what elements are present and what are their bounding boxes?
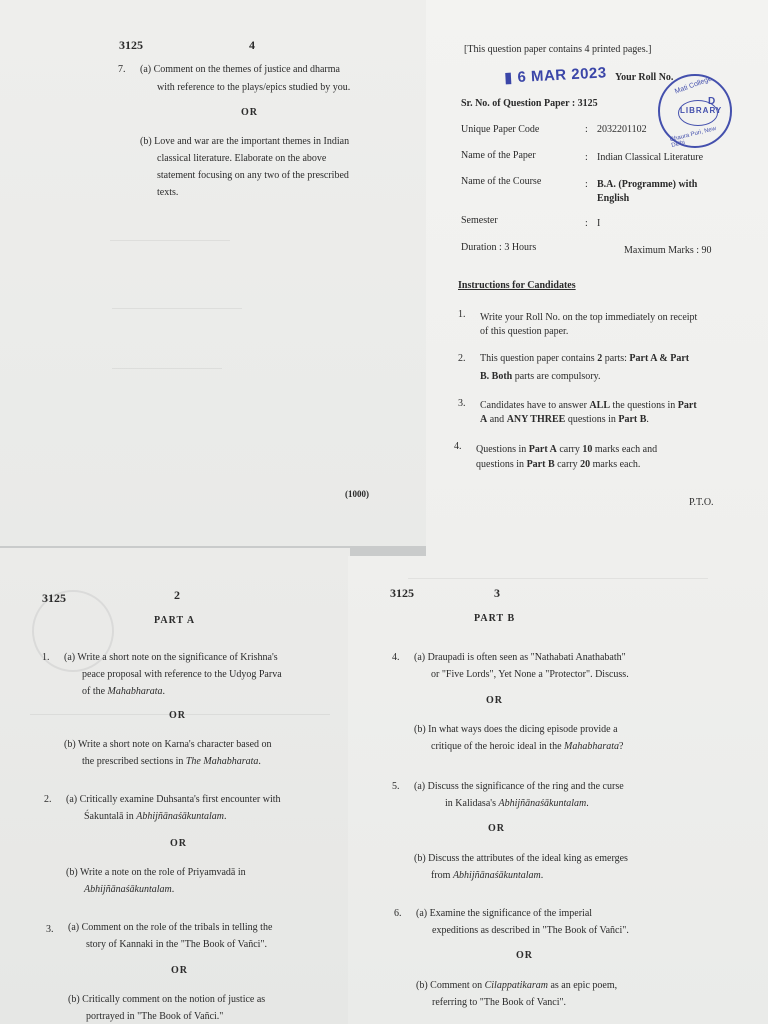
instruction-3-line-2: A and ANY THREE questions in Part B. bbox=[480, 414, 649, 425]
library-seal-icon bbox=[658, 74, 732, 148]
question-3a-line-2: story of Kannaki in the "The Book of Vañci". bbox=[86, 939, 268, 950]
question-1a-line-1: (a) Write a short note on the significance of Krishna's bbox=[64, 652, 278, 663]
question-1b-line-2: the prescribed sections in The Mahabharata. bbox=[82, 756, 261, 767]
question-4b-line-1: (b) In what ways does the dicing episode provide a bbox=[414, 724, 618, 735]
question-7a-line-1: (a) Comment on the themes of justice and dharma bbox=[140, 64, 340, 75]
paper-name-value: Indian Classical Literature bbox=[597, 152, 704, 163]
question-1a-line-3: of the Mahabharata. bbox=[82, 686, 166, 697]
question-number: 2. bbox=[44, 794, 52, 805]
maximum-marks: Maximum Marks : 90 bbox=[624, 245, 712, 256]
stamp-mark-icon: ▮ bbox=[503, 69, 514, 87]
part-heading: PART B bbox=[474, 613, 516, 624]
page-3-sheet bbox=[348, 556, 768, 1024]
semester-value: I bbox=[597, 218, 601, 229]
question-7b-line-4: texts. bbox=[157, 187, 179, 198]
bleed-through-line bbox=[112, 368, 222, 369]
question-2b-line-2: Abhijñānaśākuntalam. bbox=[84, 884, 175, 895]
or-separator: OR bbox=[241, 107, 258, 118]
or-separator: OR bbox=[488, 823, 505, 834]
instruction-2-line-2: B. Both parts are compulsory. bbox=[480, 371, 601, 382]
instructions-title: Instructions for Candidates bbox=[458, 280, 576, 291]
question-7b-line-2: classical literature. Elaborate on the above bbox=[157, 153, 327, 164]
question-7b-line-1: (b) Love and war are the important themes in Indian bbox=[140, 136, 350, 147]
or-separator: OR bbox=[170, 838, 187, 849]
instruction-4-line-1: Questions in Part A carry 10 marks each and bbox=[476, 444, 658, 455]
instruction-number: 3. bbox=[458, 398, 466, 409]
instruction-4-line-2: questions in Part B carry 20 marks each. bbox=[476, 459, 641, 470]
roll-no-label: Your Roll No. bbox=[615, 72, 674, 83]
question-2a-line-2: Śakuntalā in Abhijñānaśākuntalam. bbox=[84, 811, 227, 822]
question-number: 6. bbox=[394, 908, 402, 919]
question-1a-line-2: peace proposal with reference to the Udyog Parva bbox=[82, 669, 282, 680]
question-4a-line-2: or "Five Lords", Yet None a "Protector". Discuss. bbox=[431, 669, 629, 680]
question-6b-line-2: referring to "The Book of Vanci". bbox=[432, 997, 567, 1008]
unique-paper-code-value: 2032201102 bbox=[597, 124, 647, 135]
field-label: Name of the Course bbox=[461, 176, 542, 187]
instruction-number: 4. bbox=[454, 441, 462, 452]
instruction-2-line-1: This question paper contains 2 parts: Part A & Part bbox=[480, 353, 690, 364]
question-2b-line-1: (b) Write a note on the role of Priyamvadā in bbox=[66, 867, 246, 878]
paper-code: 3125 bbox=[42, 591, 66, 605]
instruction-1-line-2: of this question paper. bbox=[480, 326, 569, 337]
question-5a-line-1: (a) Discuss the significance of the ring and the curse bbox=[414, 781, 624, 792]
field-label: Unique Paper Code bbox=[461, 124, 540, 135]
question-5b-line-2: from Abhijñānaśākuntalam. bbox=[431, 870, 544, 881]
seal-letter: D bbox=[708, 96, 716, 107]
field-separator: : bbox=[585, 152, 588, 163]
question-3b-line-1: (b) Critically comment on the notion of justice as bbox=[68, 994, 266, 1005]
field-separator: : bbox=[585, 179, 588, 190]
page-4-sheet bbox=[0, 0, 426, 546]
or-separator: OR bbox=[169, 710, 186, 721]
question-6b-line-1: (b) Comment on Cilappatikaram as an epic poem, bbox=[416, 980, 618, 991]
paper-code: 3125 bbox=[119, 38, 143, 52]
page-number: 4 bbox=[249, 38, 255, 52]
or-separator: OR bbox=[486, 695, 503, 706]
duration: Duration : 3 Hours bbox=[461, 242, 537, 253]
field-label: Name of the Paper bbox=[461, 150, 536, 161]
instruction-number: 1. bbox=[458, 309, 466, 320]
question-number: 4. bbox=[392, 652, 400, 663]
page-2-sheet bbox=[0, 548, 350, 1024]
question-4b-line-2: critique of the heroic ideal in the Mahabharata? bbox=[431, 741, 624, 752]
page-count-note: [This question paper contains 4 printed pages.] bbox=[464, 44, 652, 55]
bleed-through-line bbox=[408, 578, 708, 579]
question-5a-line-2: in Kalidasa's Abhijñānaśākuntalam. bbox=[445, 798, 589, 809]
question-4a-line-1: (a) Draupadi is often seen as "Nathabati Anathabath" bbox=[414, 652, 626, 663]
paper-code: 3125 bbox=[390, 586, 414, 600]
or-separator: OR bbox=[171, 965, 188, 976]
field-separator: : bbox=[585, 124, 588, 135]
question-number: 1. bbox=[42, 652, 50, 663]
question-2a-line-1: (a) Critically examine Duhsanta's first encounter with bbox=[66, 794, 281, 805]
instruction-3-line-1: Candidates have to answer ALL the questions in Part bbox=[480, 400, 697, 411]
bleed-through-line bbox=[110, 240, 230, 241]
bleed-through-line bbox=[112, 308, 242, 309]
page-number: 2 bbox=[174, 588, 180, 602]
question-number: 3. bbox=[46, 924, 54, 935]
question-3b-line-2: portrayed in "The Book of Vañci." bbox=[86, 1011, 224, 1022]
field-separator: : bbox=[585, 218, 588, 229]
part-heading: PART A bbox=[154, 615, 196, 626]
or-separator: OR bbox=[516, 950, 533, 961]
page-1-sheet bbox=[426, 0, 768, 556]
question-number: 7. bbox=[118, 64, 126, 75]
question-6a-line-1: (a) Examine the significance of the imperial bbox=[416, 908, 593, 919]
sr-no-row: Sr. No. of Question Paper : 3125 bbox=[461, 98, 598, 109]
course-name-value: B.A. (Programme) with bbox=[597, 179, 698, 190]
field-label: Semester bbox=[461, 215, 498, 226]
instruction-1-line-1: Write your Roll No. on the top immediately on receipt bbox=[480, 312, 698, 323]
page-number: 3 bbox=[494, 586, 500, 600]
seal-ring-top: Mati College bbox=[673, 75, 713, 96]
pto-mark: P.T.O. bbox=[689, 497, 714, 508]
question-number: 5. bbox=[392, 781, 400, 792]
seal-center-text: LIBRARY bbox=[680, 106, 723, 115]
question-1b-line-1: (b) Write a short note on Karna's character based on bbox=[64, 739, 272, 750]
print-count: (1000) bbox=[345, 489, 369, 499]
date-stamp: ▮ 6 MAR 2023 bbox=[503, 64, 608, 87]
question-7a-line-2: with reference to the plays/epics studied by you. bbox=[157, 82, 351, 93]
seal-ring-bottom: Chaura Puri, New Delhi bbox=[669, 125, 717, 150]
course-name-value-2: English bbox=[597, 193, 630, 204]
question-3a-line-1: (a) Comment on the role of the tribals in telling the bbox=[68, 922, 273, 933]
question-6a-line-2: expeditions as described in "The Book of Vañci". bbox=[432, 925, 629, 936]
question-5b-line-1: (b) Discuss the attributes of the ideal king as emerges bbox=[414, 853, 628, 864]
instruction-number: 2. bbox=[458, 353, 466, 364]
question-7b-line-3: statement focusing on any two of the prescribed bbox=[157, 170, 349, 181]
